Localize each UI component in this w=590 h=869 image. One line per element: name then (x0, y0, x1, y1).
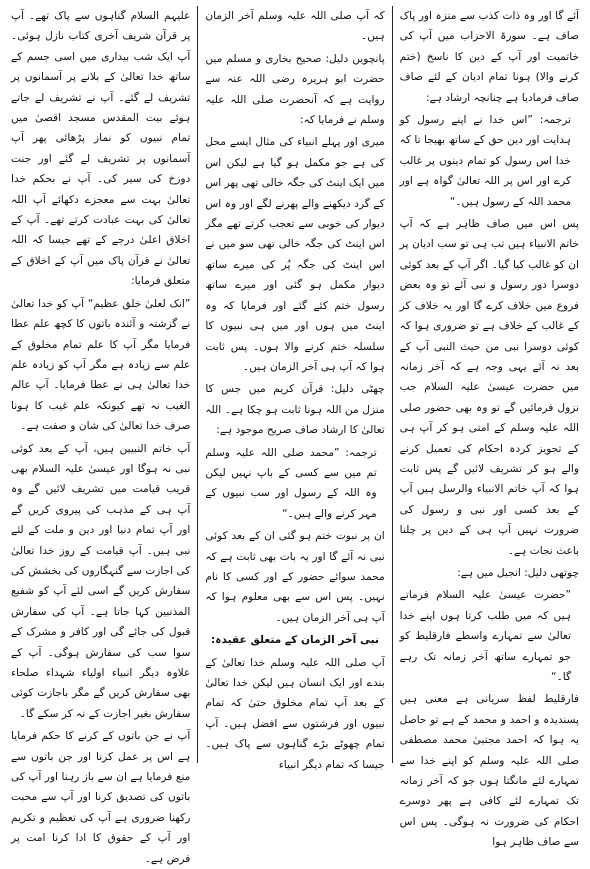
paragraph: آئے گا اور وہ ذات کذب سے منزہ اور پاک صاف ہے۔ سورۃ الاحزاب میں آپ کی خاتمیت اور آپ کے دین کا ناسخ (ختم کرنے والا) ہونا تمام ادیان کے لئے صاف صاف فرمادیا ہے چنانچہ ارشاد ہے: (399, 10, 579, 104)
paragraph: علیہم السلام گناہوں سے پاک تھے۔ آپ پر قرآن شریف آخری کتاب نازل ہوئی۔ آپ ایک شب بیداری میں اسی جسم کے ساتھ خدا تعالیٰ کے بلانے پر آسمانوں پر تشریف لے گئے۔ آپ نے تشریف لے جاتے ہوئے بیت المقدس مسجد اقصیٰ میں تمام نبیوں کو نماز پڑھائی پھر آپ آسمانوں پر تشریف لے گئے اور جنت دوزخ کی سیر کی۔ آپ نے بحکم خدا تعالیٰ بہت سے معجزے دکھائے آپ اللہ تعالیٰ کی بہت عبادت کرتے تھے۔ آپ کے اخلاق اعلیٰ درجے کے تھے جیسا کہ اللہ تعالیٰ نے قرآن پاک میں آپ کے اخلاق کے متعلق فرمایا: (11, 10, 191, 288)
paragraph: آپ خاتم النبیین ہیں، آپ کے بعد کوئی نبی نہ ہوگا اور عیسیٰ علیہ السلام بھی قریب قیامت میں تشریف لائیں گے وہ آپ ہی کے مذہب کی پیروی کریں گے اور آپ تمام دنیا اور دین و ملت کے لئے نبی ہیں۔ آپ قیامت کے روز خدا تعالیٰ کی اجازت سے گنہگاروں کی بخشش کی سفارش کریں گے اسی لئے آپ کو شفیع المذنبین کہا جاتا ہے۔ آپ کی سفارش قبول کی جائے گی اور کافر و مشرک کے سوا سب کی سفارش ہوگی۔ آپ کے علاوہ دیگر انبیاء اولیاء شہداء صلحاء بھی سفارش کریں گے مگر باجازت کوئی سفارش بغیر اجازت کے نہ کر سکے گا۔ (11, 442, 191, 720)
quote-injil: ”حضرت عیسیٰ علیہ السلام فرماتے ہیں کہ میں طلب کرتا ہوں اپنے خدا تعالیٰ سے تمہارے واسطے فارقلیط کو جو تمہارے ساتھ آخر زمانہ تک رہے گا۔“ (399, 589, 571, 683)
section-label: چوتھی دلیل: انجیل میں ہے: (457, 566, 579, 579)
paragraph: فارقلیط لفظ سریانی ہے معنی ہیں پسندیدہ و احمد و محمد کے ہے تو حاصل یہ ہوا کہ احمد مجتبیٰ محمد مصطفی صلی اللہ علیہ وسلم کو اپنے خدا سے تمہارے لئے مانگتا ہوں جو کہ آخر زمانہ تک تمہارے لئے کافی ہے پھر دوسرے احکام کی ضرورت نہ ہوگی۔ پس اس سے صاف ظاہر ہوا (399, 693, 579, 849)
paragraph: آپ نے جن باتوں کے کرنے کا حکم فرمایا ہے اس پر عمل کرنا اور جن باتوں سے منع فرمایا ہے ان سے باز رہنا اور آپ کی باتوں کی تصدیق کرنا اور آپ سے محبت رکھنا ضروری ہے آپ کی تعظیم و تکریم اور آپ کے حقوق کا ادا کرنا امت پر فرض ہے۔ (11, 730, 191, 865)
paragraph: کہ آپ صلی اللہ علیہ وسلم آخر الزمان ہیں۔ (205, 10, 385, 43)
paragraph: چھٹی دلیل: قرآن کریم میں جس کا منزل من اللہ ہونا ثابت ہو چکا ہے۔ اللہ تعالیٰ کا ارشاد صاف صریح موجود ہے: (205, 383, 385, 437)
quote-translation: ترجمہ: ”محمد صلی اللہ علیہ وسلم تم میں سے کسی کے باپ نہیں لیکن وہ اللہ کے رسول اور سب نبیوں کے مہر کرنے والے ہیں۔“ (205, 446, 377, 520)
column-left (4, 6, 198, 865)
paragraph: پس اس میں صاف ظاہر ہے کہ آپ خاتم الانبیاء ہیں تب ہی تو سب ادیان پر ان کو غالب کیا گیا۔ اگر آپ کے بعد کوئی دوسرا دور رسول و نبی آئے تو وہ بعض فروع میں خلاف کرے گا اور یہ خلاف کر کے غالب کے خلاف ہے تو ضروری ہوا کہ کوئی دوسرا نبی من حیث النبی آپ کے بعد نہ آئے یہی وجہ ہے کہ آخر زمانہ میں حضرت عیسیٰ علیہ السلام جب نزول فرمائیں گے تو وہ بھی حضور صلی اللہ علیہ وسلم کے امتی ہو کر آپ ہی کے تجویز کردہ احکام کی تعمیل کرنے والے ہو کر تشریف لائیں گے پس ثابت ہوا کہ آپ خاتم الانبیاء والرسل ہیں آپ کے بعد کسی اور نبی و رسول کی ضرورت نہیں آپ ہی کے دین پر چلنا باعث نجات ہے۔ (399, 218, 579, 557)
quote-translation: ترجمہ: ”اس خدا نے اپنے رسول کو ہدایت اور دین حق کے ساتھ بھیجا تا کہ خدا اس رسول کو تمام دینوں پر غالب کرے اور اس پر اللہ تعالیٰ گواہ ہے اور محمد اللہ کے رسول ہیں۔“ (399, 114, 571, 208)
paragraph: ”انک لعلیٰ خلق عظیم“ آپ کو خدا تعالیٰ نے گزشتہ و آئندہ باتوں کا کچھ علم عطا فرمایا مگر آپ کا علم تمام مخلوق کے علم سے زیادہ ہے مگر آپ کو زیادہ علم خدا تعالیٰ ہی نے عطا فرمایا۔ آپ عالم الغیب نہ تھے کیونکہ علم غیب کا ہونا صرف خدا تعالیٰ کی شان و صفت ہے۔ (11, 297, 191, 433)
text-columns (4, 6, 586, 865)
section-heading: نبی آخر الزمان کے متعلق عقیدہ: (211, 634, 379, 647)
column-middle (198, 6, 392, 771)
hadith-text: میری اور پہلے انبیاء کی مثال ایسے محل کی ہے جو مکمل ہو گیا ہے لیکن اس میں ایک اینٹ کی جگہ خالی تھی پھر اس کے گرد دیکھنے والے پھرنے لگے اور وہ اس دیوار کی خوبی سے تعجب کرتے تھے مگر اس اینٹ کی جگہ خالی تھی سو میں نے اس اینٹ کی جگہ پُر کی میرے ساتھ دیوار مکمل ہو گئی اور میرے ساتھ رسول ختم کئے گئے اور فرمایا کہ وہ اینٹ میں ہوں اور میں ہی نبیوں کا سلسلہ ختم کرنے والا ہوں۔ پس ثابت ہوا کہ آپ ہی آخر الزمان ہیں۔ (205, 136, 385, 373)
column-right (393, 6, 586, 849)
paragraph: پانچویں دلیل: صحیح بخاری و مسلم میں حضرت ابو ہریرہ رضی اللہ عنہ سے روایت ہے کہ آنحضرت صلی اللہ علیہ وسلم نے فرمایا کہ: (205, 52, 385, 127)
paragraph: آپ صلی اللہ علیہ وسلم خدا تعالیٰ کے بندے اور ایک انسان ہیں لیکن خدا تعالیٰ کے بعد آپ تمام مخلوق حتیٰ کہ تمام نبیوں اور فرشتوں سے افضل ہیں۔ آپ تمام چھوٹے بڑے گناہوں سے پاک ہیں۔ جیسا کہ تمام دیگر انبیاء (205, 656, 385, 771)
paragraph: ان پر نبوت ختم ہو گئی ان کے بعد کوئی نبی نہ آئے گا اور یہ بات بھی ثابت ہے کہ محمد سوائے حضور کے اور کسی کا نام نہیں۔ پس اس سے بھی معلوم ہوا کہ آپ ہی آخر الزمان ہیں۔ (205, 530, 385, 624)
